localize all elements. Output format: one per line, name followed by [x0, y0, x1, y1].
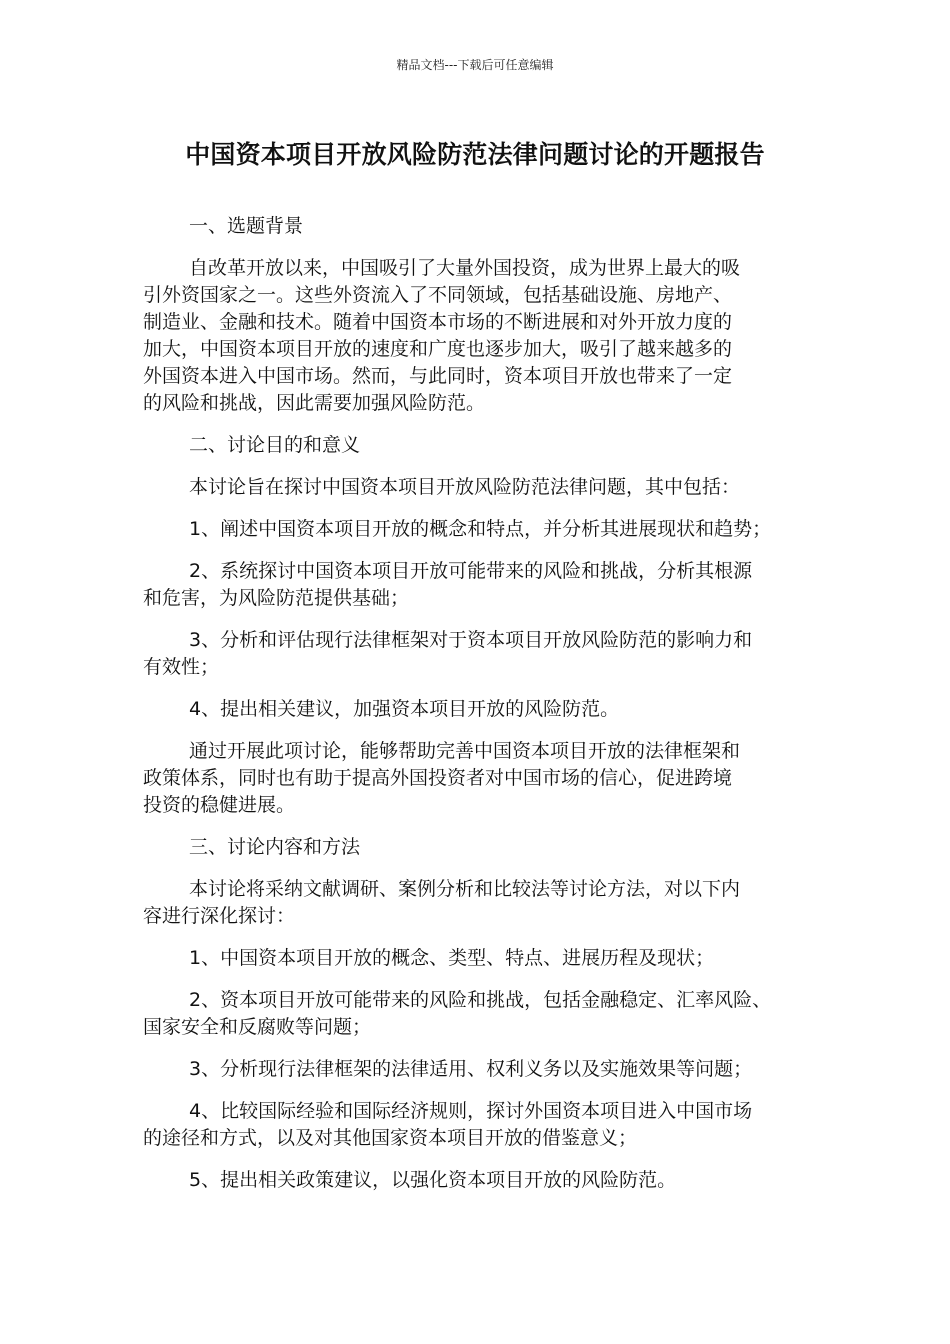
document-body — [143, 213, 815, 1209]
body-paragraph — [143, 696, 815, 723]
text-line: 2、资本项目开放可能带来的风险和挑战，包括金融稳定、汇率风险、 — [189, 989, 772, 1011]
text-line: 2、系统探讨中国资本项目开放可能带来的风险和挑战，分析其根源 — [189, 560, 753, 582]
body-paragraph — [143, 627, 815, 681]
text-line: 通过开展此项讨论，能够帮助完善中国资本项目开放的法律框架和 — [189, 740, 741, 762]
text-line: 一、选题背景 — [189, 215, 304, 237]
section-heading — [143, 213, 815, 240]
text-line: 3、分析和评估现行法律框架对于资本项目开放风险防范的影响力和 — [189, 629, 753, 651]
text-line: 有效性； — [143, 656, 220, 678]
body-paragraph — [143, 516, 815, 543]
text-line: 国家安全和反腐败等问题； — [143, 1016, 372, 1038]
body-paragraph — [143, 558, 815, 612]
body-paragraph — [143, 1167, 815, 1194]
body-paragraph — [143, 255, 815, 417]
header-note: 精品文档---下载后可任意编辑 — [396, 58, 554, 72]
text-line: 引外资国家之一。这些外资流入了不同领域，包括基础设施、房地产、 — [143, 284, 733, 306]
section-heading — [143, 432, 815, 459]
text-line: 二、讨论目的和意义 — [189, 434, 361, 456]
text-line: 本讨论将采纳文献调研、案例分析和比较法等讨论方法，对以下内 — [189, 878, 741, 900]
text-line: 加大，中国资本项目开放的速度和广度也逐步加大，吸引了越来越多的 — [143, 338, 733, 360]
text-line: 5、提出相关政策建议，以强化资本项目开放的风险防范。 — [189, 1169, 677, 1191]
text-line: 的途径和方式，以及对其他国家资本项目开放的借鉴意义； — [143, 1127, 638, 1149]
text-line: 1、中国资本项目开放的概念、类型、特点、进展历程及现状； — [189, 947, 715, 969]
text-line: 和危害，为风险防范提供基础； — [143, 587, 410, 609]
text-line: 自改革开放以来，中国吸引了大量外国投资，成为世界上最大的吸 — [189, 257, 741, 279]
text-line: 政策体系，同时也有助于提高外国投资者对中国市场的信心，促进跨境 — [143, 767, 733, 789]
text-line: 制造业、金融和技术。随着中国资本市场的不断进展和对外开放力度的 — [143, 311, 733, 333]
body-paragraph — [143, 1056, 815, 1083]
body-paragraph — [143, 474, 815, 501]
text-line: 容进行深化探讨： — [143, 905, 296, 927]
text-line: 的风险和挑战，因此需要加强风险防范。 — [143, 392, 486, 414]
body-paragraph — [143, 1098, 815, 1152]
text-line: 3、分析现行法律框架的法律适用、权利义务以及实施效果等问题； — [189, 1058, 753, 1080]
body-paragraph — [143, 987, 815, 1041]
text-line: 投资的稳健进展。 — [143, 794, 296, 816]
text-line: 外国资本进入中国市场。然而，与此同时，资本项目开放也带来了一定 — [143, 365, 733, 387]
body-paragraph — [143, 738, 815, 819]
text-line: 三、讨论内容和方法 — [189, 836, 361, 858]
text-line: 4、比较国际经验和国际经济规则，探讨外国资本项目进入中国市场 — [189, 1100, 753, 1122]
text-line: 本讨论旨在探讨中国资本项目开放风险防范法律问题，其中包括： — [189, 476, 741, 498]
document-title: 中国资本项目开放风险防范法律问题讨论的开题报告 — [185, 140, 765, 169]
text-line: 4、提出相关建议，加强资本项目开放的风险防范。 — [189, 698, 620, 720]
text-line: 1、阐述中国资本项目开放的概念和特点，并分析其进展现状和趋势； — [189, 518, 772, 540]
section-heading — [143, 834, 815, 861]
body-paragraph — [143, 945, 815, 972]
body-paragraph — [143, 876, 815, 930]
